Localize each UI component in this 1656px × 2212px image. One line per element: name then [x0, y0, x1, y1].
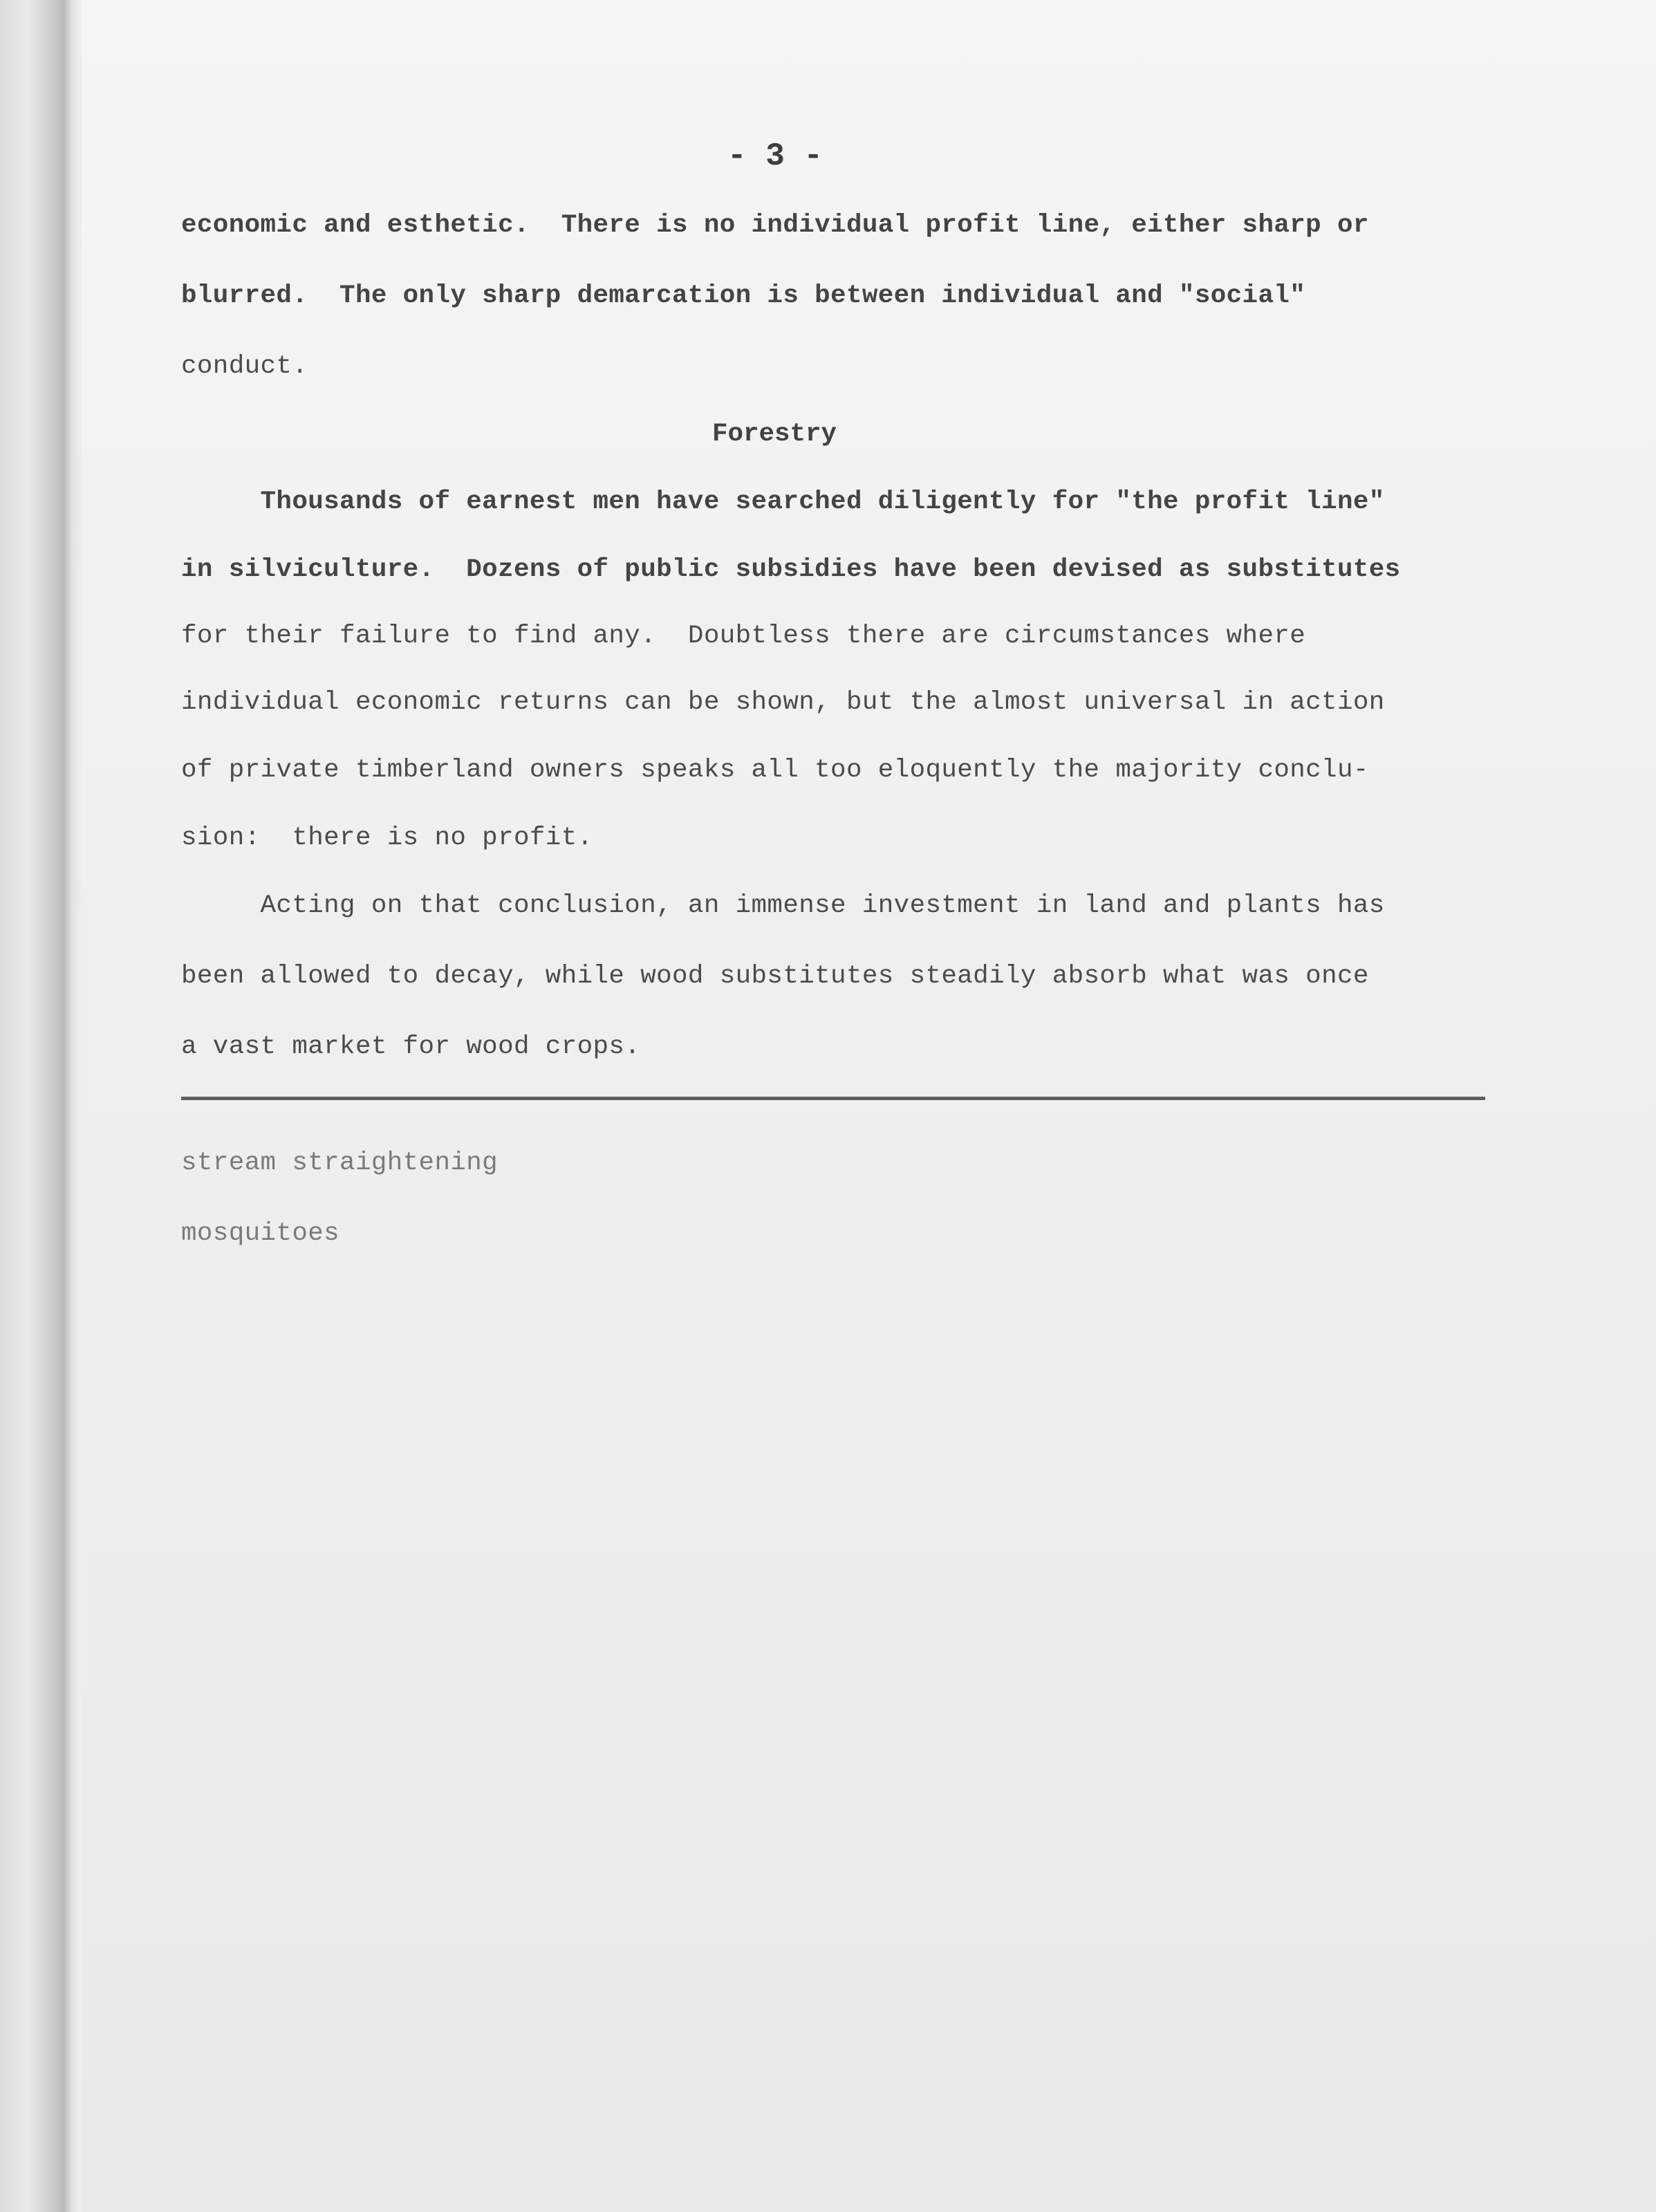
paragraph-1-line-3: conduct.: [181, 352, 308, 381]
paragraph-3-line-2: been allowed to decay, while wood substitutes steadily absorb what was once: [181, 962, 1369, 991]
note-2: mosquitoes: [181, 1219, 340, 1248]
page-binding-edge: [0, 0, 82, 2212]
section-heading: Forestry: [712, 420, 837, 449]
paragraph-2-line-4: individual economic returns can be shown, but the almost universal in action: [181, 688, 1385, 717]
paragraph-2-line-5: of private timberland owners speaks all too eloquently the majority conclu-: [181, 756, 1369, 785]
paragraph-3-line-1: Acting on that conclusion, an immense investment in land and plants has: [181, 891, 1385, 920]
paragraph-3-line-3: a vast market for wood crops.: [181, 1032, 641, 1061]
paragraph-2-line-6: sion: there is no profit.: [181, 824, 593, 853]
paragraph-2-line-3: for their failure to find any. Doubtless there are circumstances where: [181, 622, 1306, 651]
separator-rule: [181, 1097, 1485, 1100]
paragraph-1-line-2: blurred. The only sharp demarcation is between individual and "social": [181, 281, 1306, 310]
typewritten-page: [82, 0, 1656, 2212]
note-1: stream straightening: [181, 1149, 499, 1178]
page-number: - 3 -: [727, 138, 824, 174]
paragraph-2-line-1: Thousands of earnest men have searched diligently for "the profit line": [181, 487, 1385, 517]
paragraph-2-line-2: in silviculture. Dozens of public subsidies have been devised as substitutes: [181, 555, 1401, 584]
paragraph-1-line-1: economic and esthetic. There is no individual profit line, either sharp or: [181, 211, 1369, 240]
